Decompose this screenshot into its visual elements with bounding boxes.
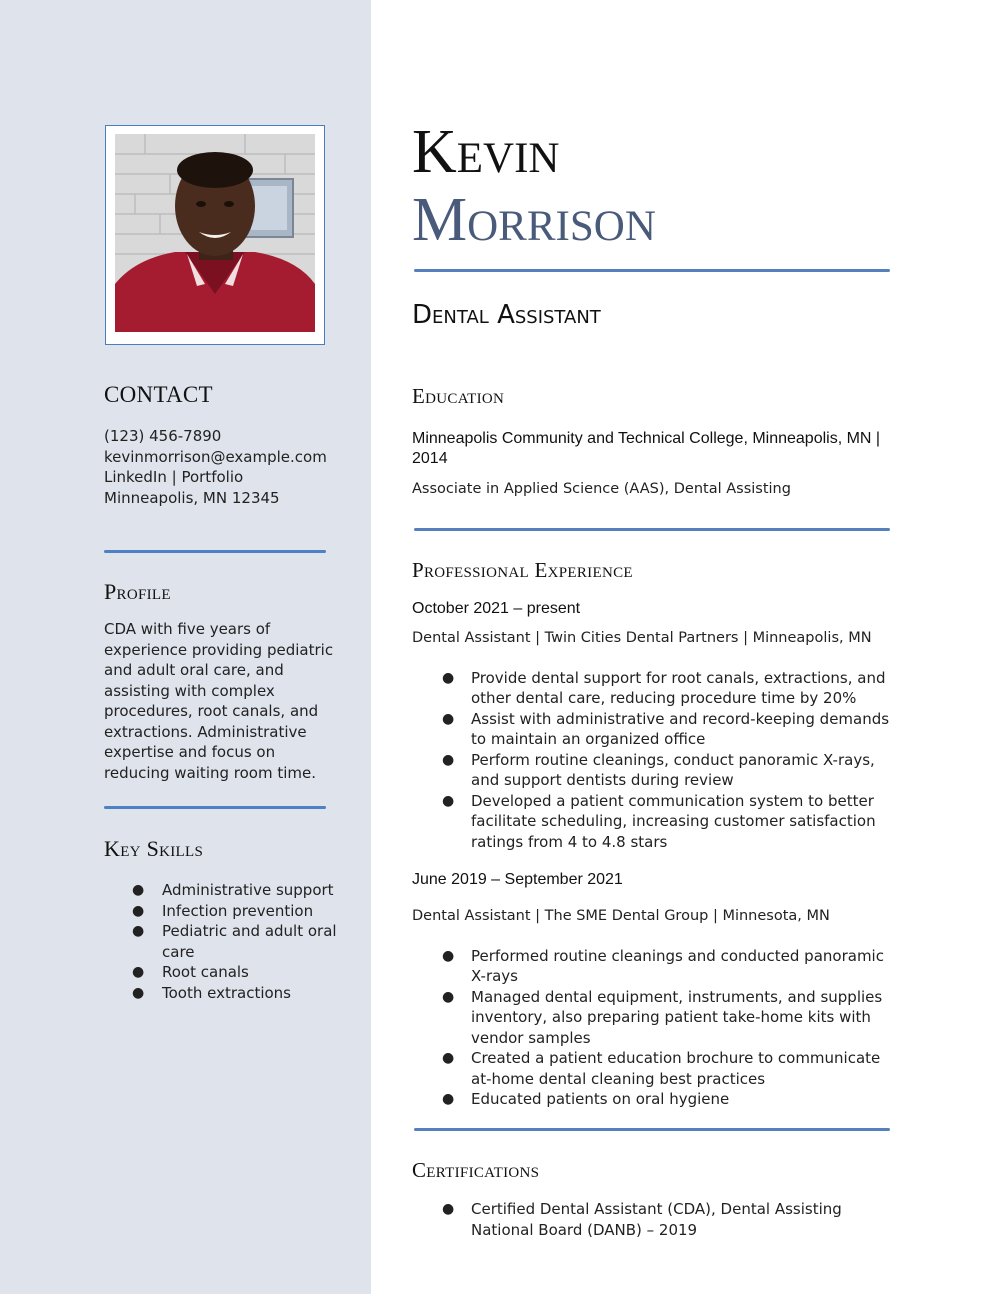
contact-links[interactable]: LinkedIn | Portfolio	[104, 468, 244, 486]
name-block	[412, 118, 902, 254]
profile-section	[104, 579, 344, 783]
list-item: ● Administrative support	[132, 881, 334, 899]
job-dates: October 2021 – present	[412, 600, 581, 617]
list-item: ● Certified Dental Assistant (CDA), Dental Assisting National Board (DANB) – 2019	[442, 1200, 842, 1239]
experience-heading: Professional Experience	[412, 558, 633, 582]
list-item: ● Tooth extractions	[132, 983, 292, 1002]
job-title: Dental Assistant	[412, 300, 601, 330]
list-item: ● Created a patient education brochure to communicate at-home dental cleaning best practices	[442, 1049, 881, 1088]
list-item: ● Provide dental support for root canals, extractions, and other dental care, reducing procedure time by 20%	[442, 668, 886, 707]
contact-phone[interactable]: (123) 456-7890	[104, 427, 222, 445]
last-name: Morrison	[412, 186, 656, 254]
profile-photo	[115, 134, 315, 332]
certifications-list	[412, 1199, 902, 1240]
contact-section	[104, 382, 344, 508]
contact-email[interactable]: kevinmorrison@example.com	[104, 447, 327, 466]
education-heading: Education	[412, 384, 505, 408]
divider	[414, 1128, 890, 1131]
certifications-heading: Certifications	[412, 1158, 540, 1182]
divider	[104, 550, 326, 553]
experience-section	[412, 558, 902, 1110]
sidebar	[0, 0, 371, 1294]
skills-list	[104, 880, 344, 1003]
job-bullets	[412, 946, 902, 1110]
job-dates: June 2019 – September 2021	[412, 871, 623, 888]
divider	[414, 528, 890, 531]
first-name: Kevin	[412, 118, 560, 186]
contact-heading: CONTACT	[104, 382, 213, 407]
list-item: ● Infection prevention	[132, 901, 314, 920]
list-item: ● Developed a patient communication system to better facilitate scheduling, increasing customer satisfaction ratings from 4 to 4.8 stars	[442, 791, 876, 851]
job-role: Dental Assistant | Twin Cities Dental Partners | Minneapolis, MN	[412, 630, 872, 646]
skills-section	[104, 836, 364, 1003]
education-school: Minneapolis Community and Technical College, Minneapolis, MN | 2014	[412, 430, 881, 467]
divider	[104, 806, 326, 809]
job-bullets	[412, 668, 902, 853]
profile-text: CDA with five years of experience providing pediatric and adult oral care, and assisting with complex procedures, root canals, and extractions. Administrative expertise and focus on reducing waiting room time.	[104, 620, 334, 782]
certifications-section	[412, 1158, 902, 1240]
list-item: ● Performed routine cleanings and conducted panoramic X-rays	[442, 946, 884, 985]
list-item: ● Root canals	[132, 963, 249, 981]
list-item: ● Managed dental equipment, instruments, and supplies inventory, also preparing patient take-home kits with vendor samples	[442, 987, 883, 1047]
list-item: ● Pediatric and adult oral care	[132, 922, 337, 961]
list-item: ● Educated patients on oral hygiene	[442, 1090, 730, 1108]
list-item: ● Assist with administrative and record-keeping demands to maintain an organized office	[442, 709, 890, 748]
divider	[414, 269, 890, 272]
skills-heading: Key Skills	[104, 836, 204, 861]
job-title-block	[412, 300, 902, 330]
job-role: Dental Assistant | The SME Dental Group | Minnesota, MN	[412, 908, 830, 924]
contact-location: Minneapolis, MN 12345	[104, 488, 280, 507]
photo-frame	[105, 125, 325, 345]
profile-heading: Profile	[104, 579, 171, 604]
list-item: ● Perform routine cleanings, conduct panoramic X-rays, and support dentists during review	[442, 750, 875, 789]
education-degree: Associate in Applied Science (AAS), Dental Assisting	[412, 481, 791, 497]
education-section	[412, 384, 902, 500]
